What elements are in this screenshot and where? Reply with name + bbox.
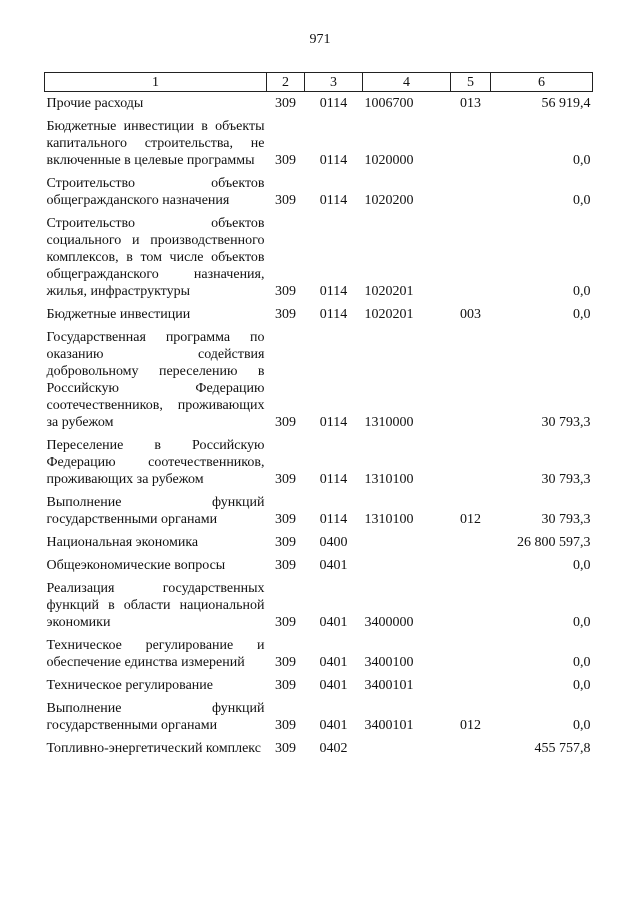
row-code-2: 309 — [275, 307, 296, 322]
row-code-2: 309 — [275, 415, 296, 430]
row-code-3: 0114 — [319, 193, 348, 208]
row-code-3: 0401 — [319, 655, 348, 670]
row-code-5: 012 — [460, 512, 481, 527]
row-amount: 30 793,3 — [541, 415, 591, 430]
row-amount: 0,0 — [573, 284, 591, 299]
row-amount: 0,0 — [573, 307, 591, 322]
row-code-2: 309 — [275, 718, 296, 733]
row-name: Государственная программа по оказанию содействия добровольному переселению в Российскую Федерацию соотечественников, проживающих за рубежом — [46, 330, 265, 430]
row-name: Выполнение функций государственными органами — [46, 495, 265, 527]
row-code-5 — [451, 634, 491, 674]
row-code-4: 1310100 — [364, 472, 414, 487]
row-code-3: 0114 — [319, 153, 348, 168]
row-amount: 0,0 — [573, 615, 591, 630]
row-code-3: 0401 — [319, 558, 348, 573]
row-name: Переселение в Российскую Федерацию соотечественников, проживающих за рубежом — [46, 438, 265, 487]
budget-table — [44, 72, 593, 760]
row-name: Строительство объектов социального и производственного комплексов, в том числе объектов общегражданского назначения, жилья, инфраструктуры — [46, 216, 265, 299]
table-body — [45, 92, 593, 761]
header-col-3: 3 — [305, 73, 363, 92]
row-name: Строительство объектов общегражданского назначения — [46, 176, 265, 208]
row-amount: 455 757,8 — [534, 741, 591, 756]
row-code-2: 309 — [275, 472, 296, 487]
row-code-2: 309 — [275, 535, 296, 550]
row-code-4 — [363, 531, 451, 554]
row-code-2: 309 — [275, 96, 296, 111]
header-col-5: 5 — [451, 73, 491, 92]
row-code-4: 1020000 — [364, 153, 414, 168]
table-row — [45, 674, 593, 697]
header-col-2: 2 — [267, 73, 305, 92]
row-code-2: 309 — [275, 741, 296, 756]
row-name: Бюджетные инвестиции — [46, 307, 191, 322]
row-amount: 0,0 — [573, 558, 591, 573]
row-amount: 0,0 — [573, 153, 591, 168]
row-amount: 0,0 — [573, 718, 591, 733]
row-name: Национальная экономика — [46, 535, 199, 550]
table-row — [45, 737, 593, 760]
row-amount: 0,0 — [573, 193, 591, 208]
row-code-4: 3400101 — [364, 718, 414, 733]
row-name: Техническое регулирование и обеспечение единства измерений — [46, 638, 265, 670]
row-name: Бюджетные инвестиции в объекты капитального строительства, не включенные в целевые программы — [46, 119, 265, 168]
row-code-5 — [451, 577, 491, 634]
table-row — [45, 491, 593, 531]
table-header-row — [45, 73, 593, 92]
row-amount: 30 793,3 — [541, 512, 591, 527]
row-name: Выполнение функций государственными органами — [46, 701, 265, 733]
row-name: Техническое регулирование — [46, 678, 213, 693]
row-code-3: 0114 — [319, 284, 348, 299]
row-code-2: 309 — [275, 655, 296, 670]
row-name: Прочие расходы — [46, 96, 144, 111]
table-row — [45, 577, 593, 634]
row-code-4: 3400101 — [364, 678, 414, 693]
row-amount: 0,0 — [573, 678, 591, 693]
row-code-4: 1020200 — [364, 193, 414, 208]
row-code-4: 1020201 — [364, 284, 414, 299]
row-code-5 — [451, 531, 491, 554]
row-code-2: 309 — [275, 512, 296, 527]
row-code-4: 1006700 — [364, 96, 414, 111]
row-code-5 — [451, 737, 491, 760]
header-col-6: 6 — [491, 73, 593, 92]
row-code-5: 012 — [460, 718, 481, 733]
row-code-2: 309 — [275, 615, 296, 630]
row-amount: 26 800 597,3 — [517, 535, 591, 550]
row-code-3: 0401 — [319, 615, 348, 630]
table-row — [45, 554, 593, 577]
row-name: Реализация государственных функций в области национальной экономики — [46, 581, 265, 630]
row-code-3: 0402 — [319, 741, 348, 756]
table-row — [45, 634, 593, 674]
row-code-5: 013 — [460, 96, 481, 111]
row-code-2: 309 — [275, 153, 296, 168]
header-col-4: 4 — [363, 73, 451, 92]
row-code-3: 0401 — [319, 718, 348, 733]
row-code-3: 0114 — [319, 415, 348, 430]
row-code-5 — [451, 554, 491, 577]
row-amount: 0,0 — [573, 655, 591, 670]
table-row — [45, 434, 593, 491]
row-code-2: 309 — [275, 193, 296, 208]
row-code-5 — [451, 434, 491, 491]
row-code-4: 3400000 — [364, 615, 414, 630]
row-code-3: 0114 — [319, 472, 348, 487]
row-code-4: 3400100 — [364, 655, 414, 670]
row-code-5 — [451, 212, 491, 303]
row-code-4 — [363, 737, 451, 760]
row-code-4 — [363, 554, 451, 577]
row-code-5 — [451, 172, 491, 212]
table-row — [45, 115, 593, 172]
table-row — [45, 697, 593, 737]
row-code-5 — [451, 115, 491, 172]
row-name: Топливно-энергетический комплекс — [46, 741, 261, 756]
row-code-2: 309 — [275, 678, 296, 693]
table-row — [45, 92, 593, 116]
header-col-1: 1 — [45, 73, 267, 92]
table-row — [45, 326, 593, 434]
row-name: Общеэкономические вопросы — [46, 558, 226, 573]
row-code-3: 0401 — [319, 678, 348, 693]
page-number: 971 — [309, 32, 331, 47]
row-code-4: 1310100 — [364, 512, 414, 527]
row-amount: 30 793,3 — [541, 472, 591, 487]
row-code-5 — [451, 674, 491, 697]
table-row — [45, 172, 593, 212]
row-code-2: 309 — [275, 284, 296, 299]
row-code-3: 0400 — [319, 535, 348, 550]
table-row — [45, 212, 593, 303]
row-code-3: 0114 — [319, 96, 348, 111]
row-code-3: 0114 — [319, 512, 348, 527]
row-code-4: 1310000 — [364, 415, 414, 430]
row-code-3: 0114 — [319, 307, 348, 322]
row-code-4: 1020201 — [364, 307, 414, 322]
row-code-5: 003 — [460, 307, 481, 322]
row-code-2: 309 — [275, 558, 296, 573]
row-amount: 56 919,4 — [541, 96, 591, 111]
table-row — [45, 303, 593, 326]
row-code-5 — [451, 326, 491, 434]
table-row — [45, 531, 593, 554]
